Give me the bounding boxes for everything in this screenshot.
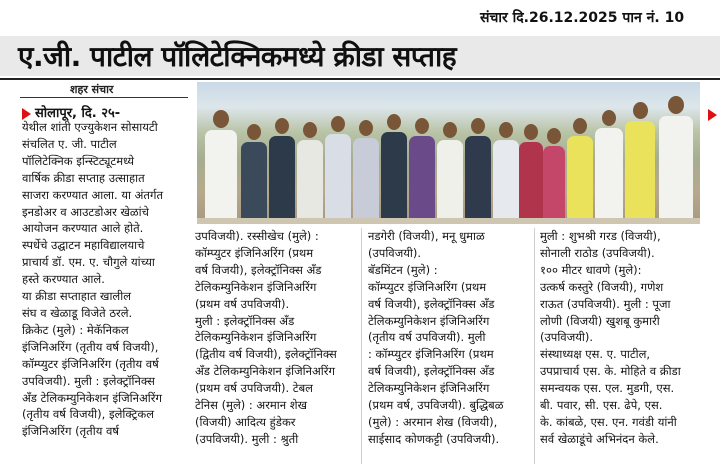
person-figure bbox=[465, 118, 491, 222]
masthead: संचार दि.26.12.2025 पान नं. 10 bbox=[480, 10, 685, 26]
headline: ए.जी. पाटील पॉलिटेक्निकमध्ये क्रीडा सप्ताह bbox=[18, 40, 457, 73]
column-divider bbox=[361, 228, 362, 464]
section-label: शहर संचार bbox=[70, 83, 114, 96]
photo-ground-strip bbox=[197, 218, 700, 224]
article-column-4: मुली : शुभश्री गरड (विजयी), सोनाली राठोड (उपविजयी). १०० मीटर धावणे (मुले): उत्कर्ष कस्तुरे (विजयी), गणेश राऊत (उपविजयी). मुली : पूजा लोणी (विजयी) खुशबू कुमारी (उपविजयी). संस्थाध्यक्ष एस. ए. पाटील, उपप्राचार्य एस. के. मोहिते व क्रीडा समन्वयक एस. एल. मुडगी, एस. बी. पवार, सी. एस. ढेपे, एस. के. कांबळे, एस. एन. गवंडी यांनी सर्व खेळाडूंचे अभिनंदन केले. bbox=[540, 229, 681, 446]
person-figure bbox=[297, 122, 323, 222]
person-figure bbox=[595, 110, 623, 222]
person-figure bbox=[241, 124, 267, 222]
article-column-1: येथील शांती एज्युकेशन सोसायटी संचलित ए. जी. पाटील पॉलिटेक्निक इन्स्टिट्यूटमध्ये वार्षिक क्रीडा सप्ताह उत्साहात साजरा करण्यात आला. या अंतर्गत इनडोअर व आउटडोअर खेळांचे आयोजन करण्यात आले होते. स्पर्धेचे उद्घाटन महाविद्यालयाचे प्राचार्य डॉ. एम. ए. चौगुले यांच्या हस्ते करण्यात आले. या क्रीडा सप्ताहात खालील संघ व खेळाडू विजेते ठरले. क्रिकेट (मुले) : मेकॅनिकल इंजिनिअरिंग (तृतीय वर्ष विजयी), कॉम्प्युटर इंजिनिअरिंग (तृतीय वर्ष उपविजयी). मुली : इलेक्ट्रॉनिक्स अँड टेलिकम्युनिकेशन इंजिनिअरिंग (तृतीय वर्ष विजयी), इलेक्ट्रिकल इंजिनिअरिंग (तृतीय वर्ष bbox=[22, 120, 163, 439]
person-figure bbox=[409, 118, 435, 222]
person-figure bbox=[325, 116, 351, 222]
person-figure bbox=[269, 118, 295, 222]
article-column-3: नडगेरी (विजयी), मनू धुमाळ (उपविजयी). बॅडमिंटन (मुले) : कॉम्प्युटर इंजिनिअरिंग (प्रथम वर्ष विजयी), इलेक्ट्रॉनिक्स अँड टेलिकम्युनिकेशन इंजिनिअरिंग (तृतीय वर्ष उपविजयी). मुली : कॉम्प्युटर इंजिनिअरिंग (प्रथम वर्ष विजयी), इलेक्ट्रॉनिक्स अँड टेलिकम्युनिकेशन इंजिनिअरिंग (प्रथम वर्ष, उपविजयी). बुद्धिबळ (मुले) : अरमान शेख (विजयी), साईसाद कोणकट्टी (उपविजयी). bbox=[368, 229, 504, 446]
person-figure bbox=[353, 120, 379, 222]
person-figure bbox=[493, 122, 519, 222]
column-divider bbox=[534, 228, 535, 464]
group-photo-icon bbox=[197, 82, 700, 222]
person-figure bbox=[437, 122, 463, 222]
section-underline bbox=[20, 97, 188, 98]
bullet-triangle-icon bbox=[22, 108, 31, 120]
dateline-text: सोलापूर, दि. २५- bbox=[35, 106, 121, 121]
person-figure bbox=[381, 114, 407, 222]
person-figure bbox=[519, 124, 543, 222]
adjacent-bullet-triangle-icon bbox=[708, 104, 720, 123]
article-column-2: उपविजयी). रस्सीखेच (मुले) : कॉम्प्युटर इंजिनिअरिंग (प्रथम वर्ष विजयी), इलेक्ट्रॉनिक्स अँड टेलिकम्युनिकेशन इंजिनिअरिंग (प्रथम वर्ष उपविजयी). मुली : इलेक्ट्रॉनिक्स अँड टेलिकम्युनिकेशन इंजिनिअरिंग (द्वितीय वर्ष विजयी), इलेक्ट्रॉनिक्स अँड टेलिकम्युनिकेशन इंजिनिअरिंग (प्रथम वर्ष उपविजयी). टेबल टेनिस (मुले) : अरमान शेख (विजयी) आदित्य हुंडेकर (उपविजयी). मुली : श्रुती bbox=[195, 229, 337, 446]
person-figure bbox=[567, 118, 593, 222]
adjacent-article-edge bbox=[704, 82, 720, 469]
headline-rule bbox=[0, 78, 720, 80]
person-figure bbox=[625, 102, 655, 222]
person-figure bbox=[543, 128, 565, 222]
person-figure bbox=[205, 110, 237, 222]
person-figure bbox=[659, 96, 693, 222]
